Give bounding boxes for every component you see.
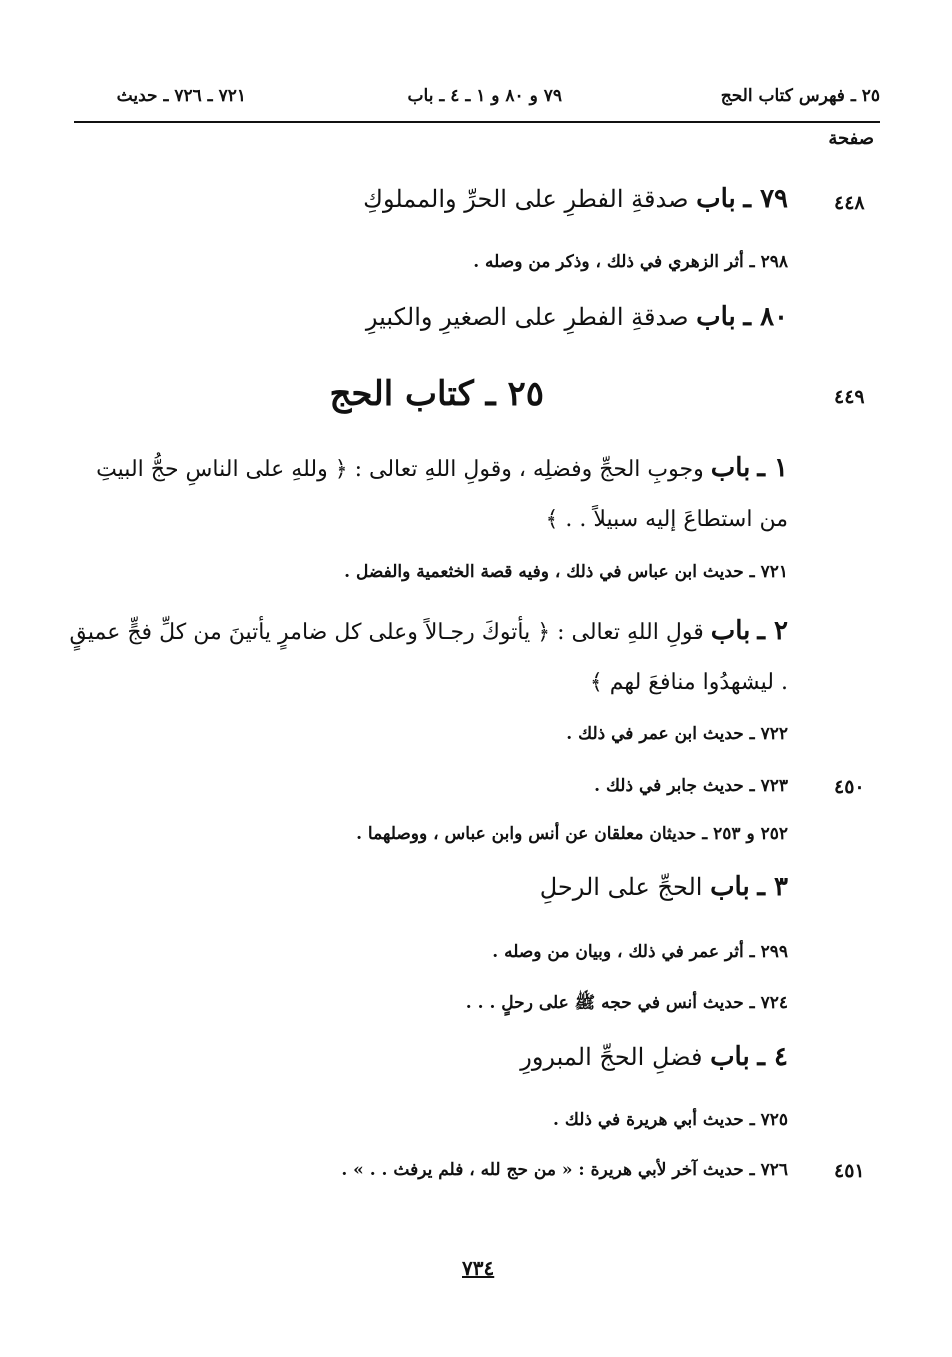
bab-3-heading (540, 872, 788, 902)
bab-4-number: ٤ ـ (757, 1042, 788, 1072)
hadith-725: ٧٢٥ ـ حديث أبي هريرة في ذلك . (553, 1110, 788, 1130)
page-number-448: ٤٤٨ (834, 192, 865, 214)
bab-79-number: ٧٩ ـ (743, 184, 788, 214)
hadith-723: ٧٢٣ ـ حديث جابر في ذلك . (594, 776, 788, 796)
page-column-label: صفحة (828, 128, 874, 149)
page-number-451: ٤٥١ (834, 1160, 865, 1182)
bab-4-word: باب (710, 1042, 750, 1072)
bab-2-word: باب (710, 616, 751, 646)
header-rule (74, 121, 880, 123)
header-right-title: ٢٥ ـ فهرس كتاب الحج (720, 86, 880, 106)
bab-80-heading (366, 302, 788, 332)
bab-79-heading (363, 184, 788, 214)
athar-298: ٢٩٨ ـ أثر الزهري في ذلك ، وذكر من وصله . (473, 252, 788, 272)
hadith-252-253: ٢٥٢ و ٢٥٣ ـ حديثان معلقان عن أنس وابن عباس ، ووصلهما . (356, 824, 788, 844)
bab-4-title: فضلِ الحجِّ المبرورِ (520, 1043, 703, 1071)
bab-3-word: باب (710, 872, 750, 902)
bab-4-heading (520, 1042, 788, 1072)
bab-3-number: ٣ ـ (757, 872, 788, 902)
bab-1-word: باب (710, 453, 751, 483)
bab-80-title: صدقةِ الفطرِ على الصغيرِ والكبيرِ (365, 303, 689, 331)
kitab-heading: ٢٥ ـ كتاب الحج (329, 374, 544, 414)
hadith-722: ٧٢٢ ـ حديث ابن عمر في ذلك . (566, 724, 788, 744)
bab-1-number: ١ ـ (757, 453, 788, 483)
bab-1-entry (68, 443, 788, 545)
page-footer-number: ٧٣٤ (462, 1256, 495, 1280)
bab-80-number: ٨٠ ـ (743, 302, 788, 332)
hadith-726: ٧٢٦ ـ حديث آخر لأبي هريرة : « من حج لله ، فلم يرفث . . » . (341, 1160, 788, 1180)
page-number-449: ٤٤٩ (834, 386, 865, 408)
page-number-450: ٤٥٠ (834, 776, 865, 798)
bab-1-text: وجوبِ الحجِّ وفضلِه ، وقولِ اللهِ تعالى : ﴿ وللهِ على الناسِ حجُّ البيتِ من استطاعَ إليه سبيلاً . . ﴾ (96, 457, 788, 532)
header-left-range: ٧٢١ ـ ٧٢٦ ـ حديث (116, 86, 246, 106)
bab-2-entry (68, 606, 788, 708)
hadith-724: ٧٢٤ ـ حديث أنس في حجه ﷺ على رحلٍ . . . (465, 993, 788, 1013)
bab-2-text: قولِ اللهِ تعالى : ﴿ يأتوكَ رجـالاً وعلى كل ضامرٍ يأتينَ من كلِّ فجٍّ عميقٍ . ليشهدُوا منافعَ لهم ﴾ (69, 620, 788, 695)
bab-79-word: باب (696, 184, 736, 214)
bab-79-title: صدقةِ الفطرِ على الحرِّ والمملوكِ (363, 185, 689, 213)
hadith-721: ٧٢١ ـ حديث ابن عباس في ذلك ، وفيه قصة الخثعمية والفضل . (344, 562, 788, 582)
bab-3-title: الحجِّ على الرحلِ (539, 873, 703, 901)
bab-80-word: باب (696, 302, 736, 332)
athar-299: ٢٩٩ ـ أثر عمر في ذلك ، وبيان من وصله . (492, 942, 788, 962)
header-center-range: ٧٩ و ٨٠ و ١ ـ ٤ ـ باب (407, 86, 562, 106)
bab-2-number: ٢ ـ (757, 616, 788, 646)
